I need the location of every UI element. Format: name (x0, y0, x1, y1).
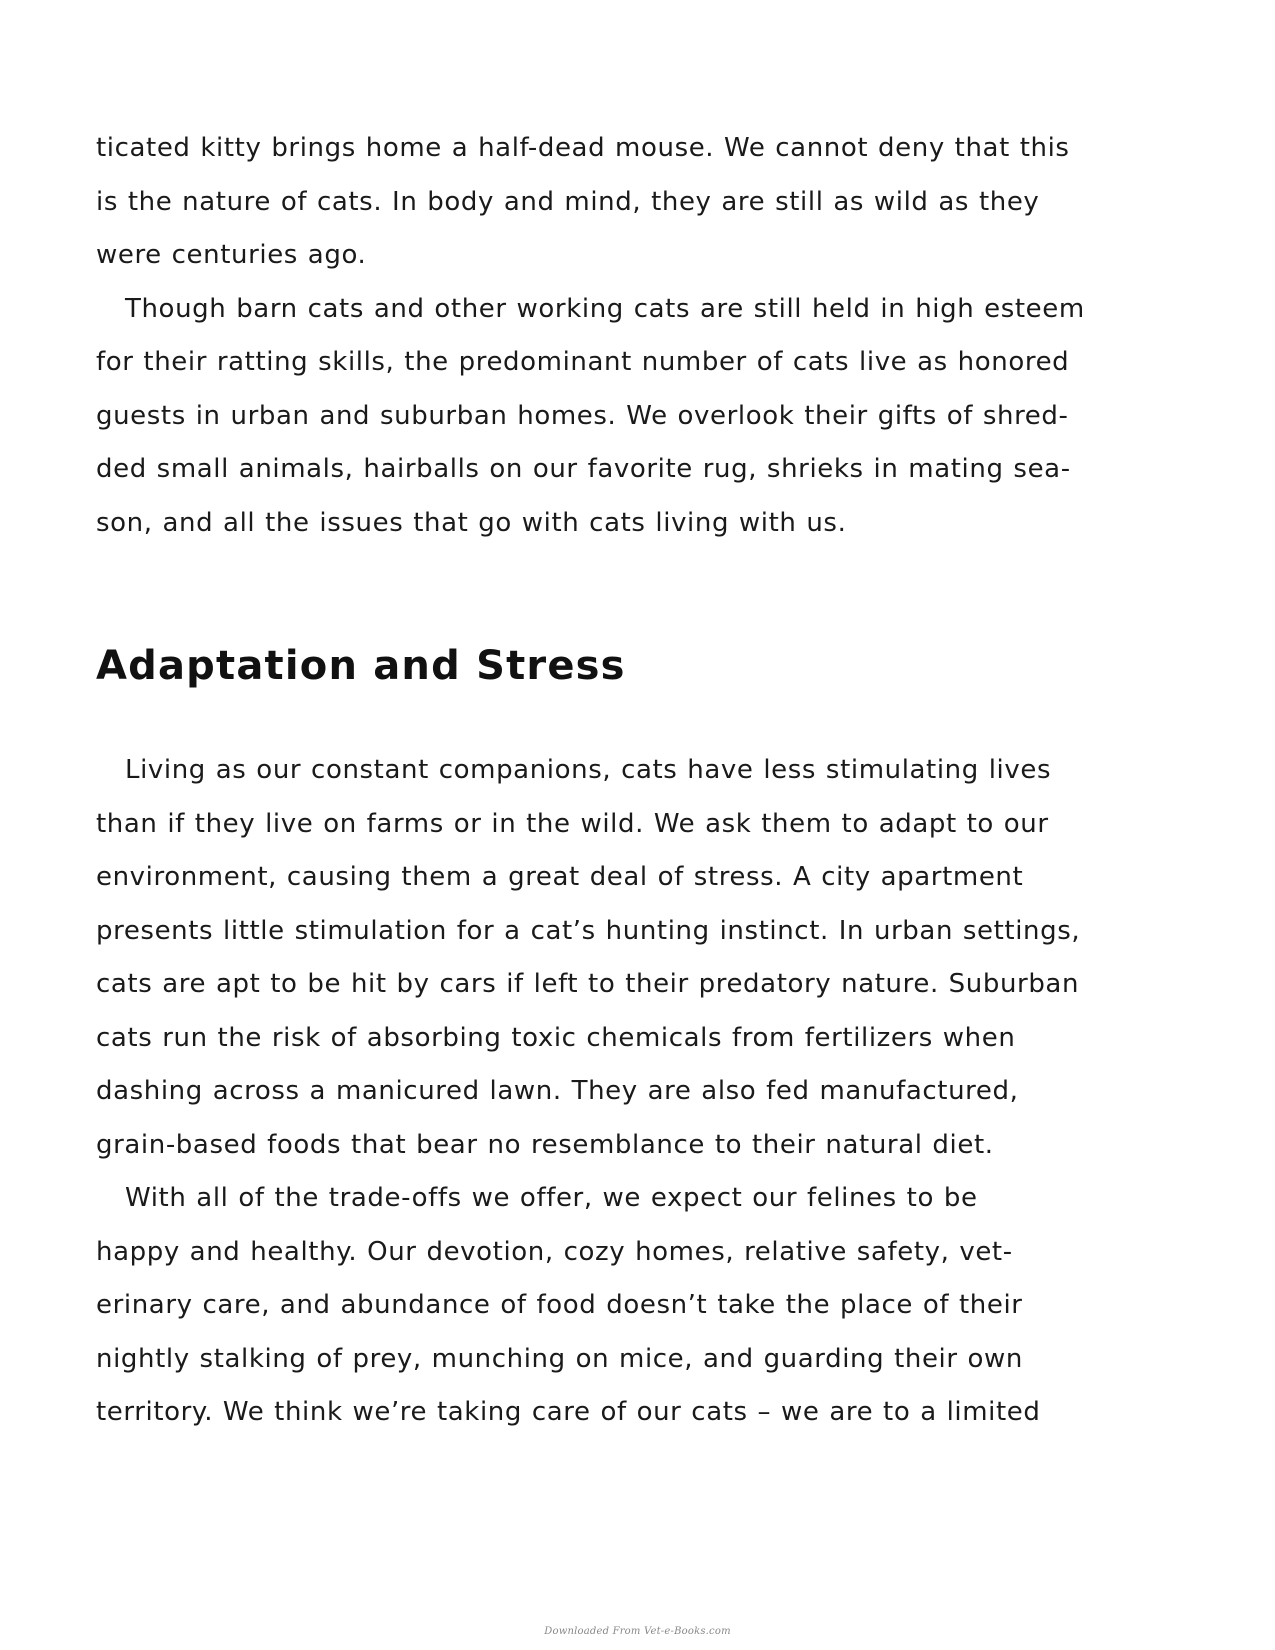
text-line: guests in urban and suburban homes. We overlook their gifts of shred- (96, 400, 1069, 431)
text-line: grain-based foods that bear no resemblance to their natural diet. (96, 1129, 994, 1160)
text-line: ticated kitty brings home a half-dead mouse. We cannot deny that this (96, 133, 1070, 163)
text-line: than if they live on farms or in the wild. We ask them to adapt to our (96, 808, 1049, 839)
section-adaptation (96, 744, 1080, 1440)
page-body (96, 122, 1186, 1427)
text-line: cats run the risk of absorbing toxic chemicals from fertilizers when (96, 1022, 1016, 1053)
text-line: With all of the trade-offs we offer, we expect our felines to be (125, 1183, 978, 1213)
download-watermark: Downloaded From Vet-e-Books.com (544, 1626, 731, 1637)
text-line: presents little stimulation for a cat’s hunting instinct. In urban settings, (96, 915, 1081, 946)
text-line: for their ratting skills, the predominant number of cats live as honored (96, 347, 1070, 377)
text-line: erinary care, and abundance of food doesn’t take the place of their (96, 1290, 1023, 1320)
text-line: territory. We think we’re taking care of our cats – we are to a limited (96, 1397, 1041, 1427)
paragraph-trade-offs (96, 1172, 1080, 1440)
text-line: nightly stalking of prey, munching on mice, and guarding their own (96, 1343, 1023, 1374)
paragraph-barn-cats (96, 283, 1186, 551)
text-line: environment, causing them a great deal of stress. A city apartment (96, 862, 1024, 892)
paragraph-companions (96, 744, 1080, 1172)
text-line: is the nature of cats. In body and mind, they are still as wild as they (96, 186, 1040, 217)
text-line: happy and healthy. Our devotion, cozy homes, relative safety, vet- (96, 1236, 1013, 1267)
text-line: son, and all the issues that go with cats living with us. (96, 507, 847, 538)
paragraph-continuation (96, 122, 1186, 283)
text-line: Though barn cats and other working cats are still held in high esteem (125, 293, 1085, 324)
text-line: were centuries ago. (96, 240, 367, 270)
text-line: Living as our constant companions, cats have less stimulating lives (125, 755, 1052, 785)
section-intro (96, 122, 1186, 550)
text-line: cats are apt to be hit by cars if left to their predatory nature. Suburban (96, 969, 1080, 999)
text-line: ded small animals, hairballs on our favorite rug, shrieks in mating sea- (96, 454, 1071, 484)
text-line: dashing across a manicured lawn. They are also fed manufactured, (96, 1076, 1019, 1106)
section-heading: Adaptation and Stress (96, 643, 626, 689)
